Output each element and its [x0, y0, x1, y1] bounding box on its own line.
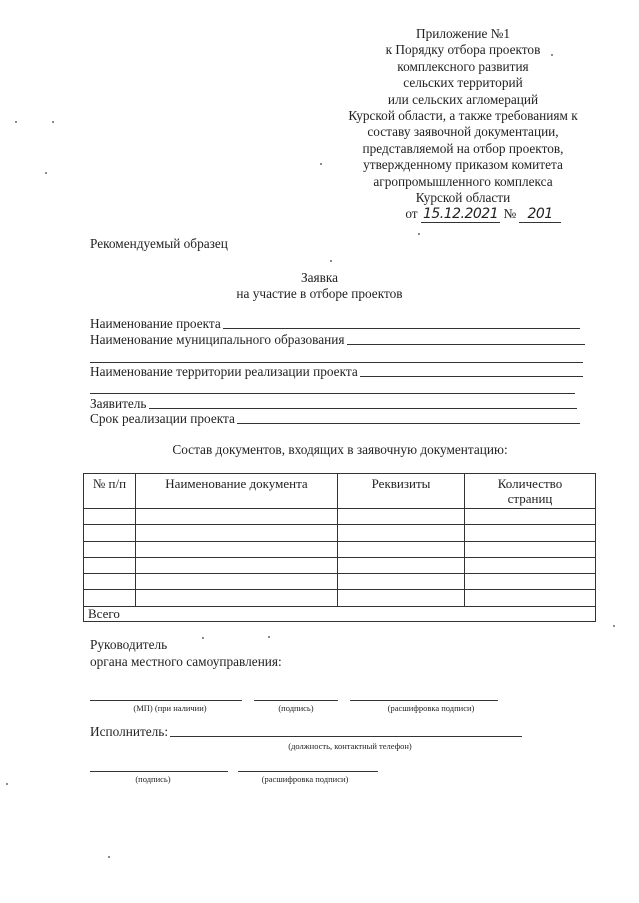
table-cell[interactable]	[136, 509, 338, 525]
scan-speck	[551, 54, 553, 56]
table-cell[interactable]	[338, 541, 465, 557]
head-title-line2: органа местного самоуправления:	[90, 654, 282, 669]
executor-signature-label: (подпись)	[135, 774, 171, 784]
scan-speck	[52, 121, 54, 123]
appendix-line: составу заявочной документации,	[367, 124, 559, 140]
table-cell[interactable]	[465, 541, 596, 557]
municipality-line[interactable]	[347, 344, 585, 345]
date-prefix: от	[405, 206, 418, 222]
project-name-label: Наименование проекта	[90, 316, 221, 331]
table-total-row	[84, 606, 596, 621]
table-cell[interactable]	[84, 509, 136, 525]
col-header-number: № п/п	[84, 474, 136, 509]
table-cell[interactable]	[136, 574, 338, 590]
table-cell[interactable]	[465, 509, 596, 525]
applicant-label: Заявитель	[90, 396, 147, 411]
decoding-label: (расшифровка подписи)	[387, 703, 475, 713]
number-prefix: №	[503, 206, 517, 222]
handwritten-number: 201	[519, 206, 560, 223]
decoding-line[interactable]	[350, 700, 498, 701]
appendix-line: комплексного развития	[397, 58, 529, 74]
recommended-sample-label: Рекомендуемый образец	[90, 236, 228, 251]
municipality-field[interactable]	[90, 332, 585, 348]
table-cell[interactable]	[84, 590, 136, 606]
documents-table	[83, 473, 596, 622]
municipality-label: Наименование муниципального образования	[90, 332, 345, 347]
table-cell[interactable]	[136, 590, 338, 606]
executor-line[interactable]	[170, 736, 522, 737]
appendix-line: утвержденному приказом комитета	[363, 157, 563, 173]
scan-speck	[268, 636, 270, 638]
scan-speck	[15, 121, 17, 123]
scan-speck	[330, 260, 332, 262]
table-cell[interactable]	[465, 557, 596, 573]
territory-line[interactable]	[360, 376, 583, 377]
document-title: Заявка	[300, 270, 339, 285]
table-row	[84, 557, 596, 573]
territory-label: Наименование территории реализации проекта	[90, 364, 358, 379]
handwritten-date: 15.12.2021	[422, 206, 499, 223]
table-cell[interactable]	[84, 525, 136, 541]
executor-decoding-line[interactable]	[238, 771, 378, 772]
table-cell[interactable]	[84, 541, 136, 557]
scan-speck	[320, 163, 322, 165]
scan-speck	[45, 172, 47, 174]
signature-line[interactable]	[254, 700, 338, 701]
scan-speck	[202, 637, 204, 639]
applicant-field[interactable]	[90, 396, 577, 412]
table-cell[interactable]	[136, 541, 338, 557]
table-cell[interactable]	[338, 557, 465, 573]
scan-speck	[418, 233, 420, 235]
applicant-line[interactable]	[149, 408, 578, 409]
appendix-line: Курской области	[415, 190, 511, 206]
total-label: Всего	[84, 606, 596, 621]
appendix-line: Приложение №1	[415, 26, 511, 41]
appendix-line: сельских территорий	[403, 75, 523, 91]
mp-signature-line[interactable]	[90, 700, 242, 701]
territory-line-extra[interactable]	[90, 393, 575, 394]
appendix-line: к Порядку отбора проектов	[385, 42, 541, 58]
project-name-line[interactable]	[223, 328, 580, 329]
mp-label: (МП) (при наличии)	[133, 703, 207, 713]
project-name-field[interactable]	[90, 316, 580, 332]
appendix-line: или сельских агломераций	[387, 91, 539, 107]
table-cell[interactable]	[465, 574, 596, 590]
signature-label: (подпись)	[278, 703, 314, 713]
table-cell[interactable]	[338, 509, 465, 525]
executor-signature-line[interactable]	[90, 771, 228, 772]
scan-speck	[108, 856, 110, 858]
executor-decoding-label: (расшифровка подписи)	[261, 774, 349, 784]
appendix-line: представляемой на отбор проектов,	[362, 140, 564, 156]
table-row	[84, 541, 596, 557]
head-title-line1: Руководитель	[90, 637, 168, 652]
table-cell[interactable]	[338, 574, 465, 590]
appendix-line: Курской области, а также требованиям к	[348, 108, 578, 124]
table-cell[interactable]	[338, 525, 465, 541]
scan-speck	[613, 625, 615, 627]
appendix-line: агропромышленного комплекса	[373, 173, 553, 189]
table-cell[interactable]	[84, 557, 136, 573]
table-cell[interactable]	[84, 574, 136, 590]
territory-field[interactable]	[90, 364, 583, 380]
table-header-row	[84, 474, 596, 509]
col-header-requisites: Реквизиты	[338, 474, 465, 509]
municipality-line-extra[interactable]	[90, 362, 583, 363]
term-field[interactable]	[90, 411, 580, 427]
term-label: Срок реализации проекта	[90, 411, 235, 426]
table-cell[interactable]	[465, 590, 596, 606]
appendix-header	[318, 26, 608, 223]
col-header-page-count: Количество страниц	[465, 474, 596, 509]
executor-field[interactable]	[90, 724, 522, 740]
term-line[interactable]	[237, 423, 580, 424]
order-date-number	[358, 206, 608, 222]
composition-title: Состав документов, входящих в заявочную документацию:	[172, 442, 508, 457]
table-row	[84, 509, 596, 525]
table-cell[interactable]	[465, 525, 596, 541]
scan-speck	[6, 783, 8, 785]
table-row	[84, 590, 596, 606]
table-cell[interactable]	[136, 525, 338, 541]
document-subtitle: на участие в отборе проектов	[236, 286, 403, 301]
table-row	[84, 525, 596, 541]
executor-hint: (должность, контактный телефон)	[288, 741, 412, 751]
table-row	[84, 574, 596, 590]
table-cell[interactable]	[338, 590, 465, 606]
col-header-document-name: Наименование документа	[136, 474, 338, 509]
executor-label: Исполнитель:	[90, 724, 169, 739]
table-cell[interactable]	[136, 557, 338, 573]
